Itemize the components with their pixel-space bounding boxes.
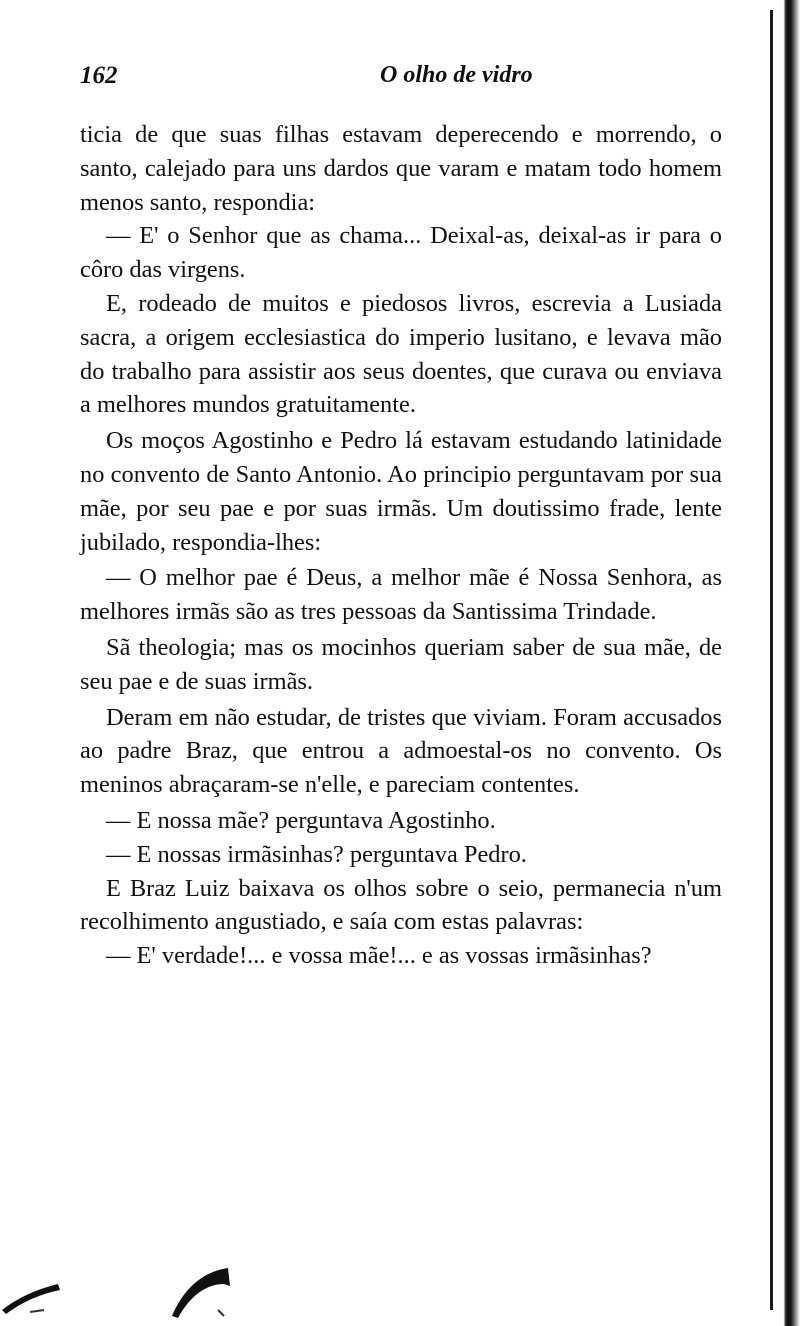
- scan-artifact-left: [0, 1270, 80, 1320]
- paragraph: Sã theologia; mas os mocinhos queriam saber de sua mãe, de seu pae e de suas irmãs.: [80, 633, 722, 695]
- paragraph: — O melhor pae é Deus, a melhor mãe é Nossa Senhora, as melhores irmãs são as tres pessoas da Santissima Trindade.: [80, 564, 722, 626]
- body-text: [80, 118, 722, 973]
- scan-artifact-right: [160, 1262, 240, 1322]
- paragraph: E Braz Luiz baixava os olhos sobre o seio, permanecia n'um recolhimento angustiado, e saía com estas palavras:: [80, 874, 722, 936]
- page-number: 162: [80, 62, 118, 89]
- page-header: [80, 62, 720, 98]
- running-title: O olho de vidro: [380, 62, 533, 88]
- paragraph: Os moços Agostinho e Pedro lá estavam estudando latinidade no convento de Santo Antonio. Ao principio perguntavam por sua mãe, por seu pae e por suas irmãs. Um doutissimo frade, lente jubilado, respondia-lhes:: [80, 427, 722, 556]
- paragraph: — E nossa mãe? perguntava Agostinho.: [106, 806, 496, 834]
- page-edge-shadow: [778, 0, 800, 1326]
- paragraph: — E nossas irmãsinhas? perguntava Pedro.: [106, 840, 527, 868]
- page-edge-line: [770, 10, 773, 1310]
- paragraph: — E' verdade!... e vossa mãe!... e as vossas irmãsinhas?: [106, 942, 652, 970]
- paragraph: — E' o Senhor que as chama... Deixal-as, deixal-as ir para o côro das virgens.: [80, 222, 722, 284]
- paragraph: Deram em não estudar, de tristes que viviam. Foram accusados ao padre Braz, que entrou a admoestal-os no convento. Os meninos abraçaram-se n'elle, e pareciam contentes.: [80, 703, 722, 799]
- paragraph: E, rodeado de muitos e piedosos livros, escrevia a Lusiada sacra, a origem ecclesiastica do imperio lusitano, e levava mão do trabalho para assistir aos seus doentes, que curava ou enviava a melhores mundos gratuitamente.: [80, 289, 722, 419]
- paragraph: ticia de que suas filhas estavam deperecendo e morrendo, o santo, calejado para uns dardos que varam e matam todo homem menos santo, respondia:: [80, 121, 722, 216]
